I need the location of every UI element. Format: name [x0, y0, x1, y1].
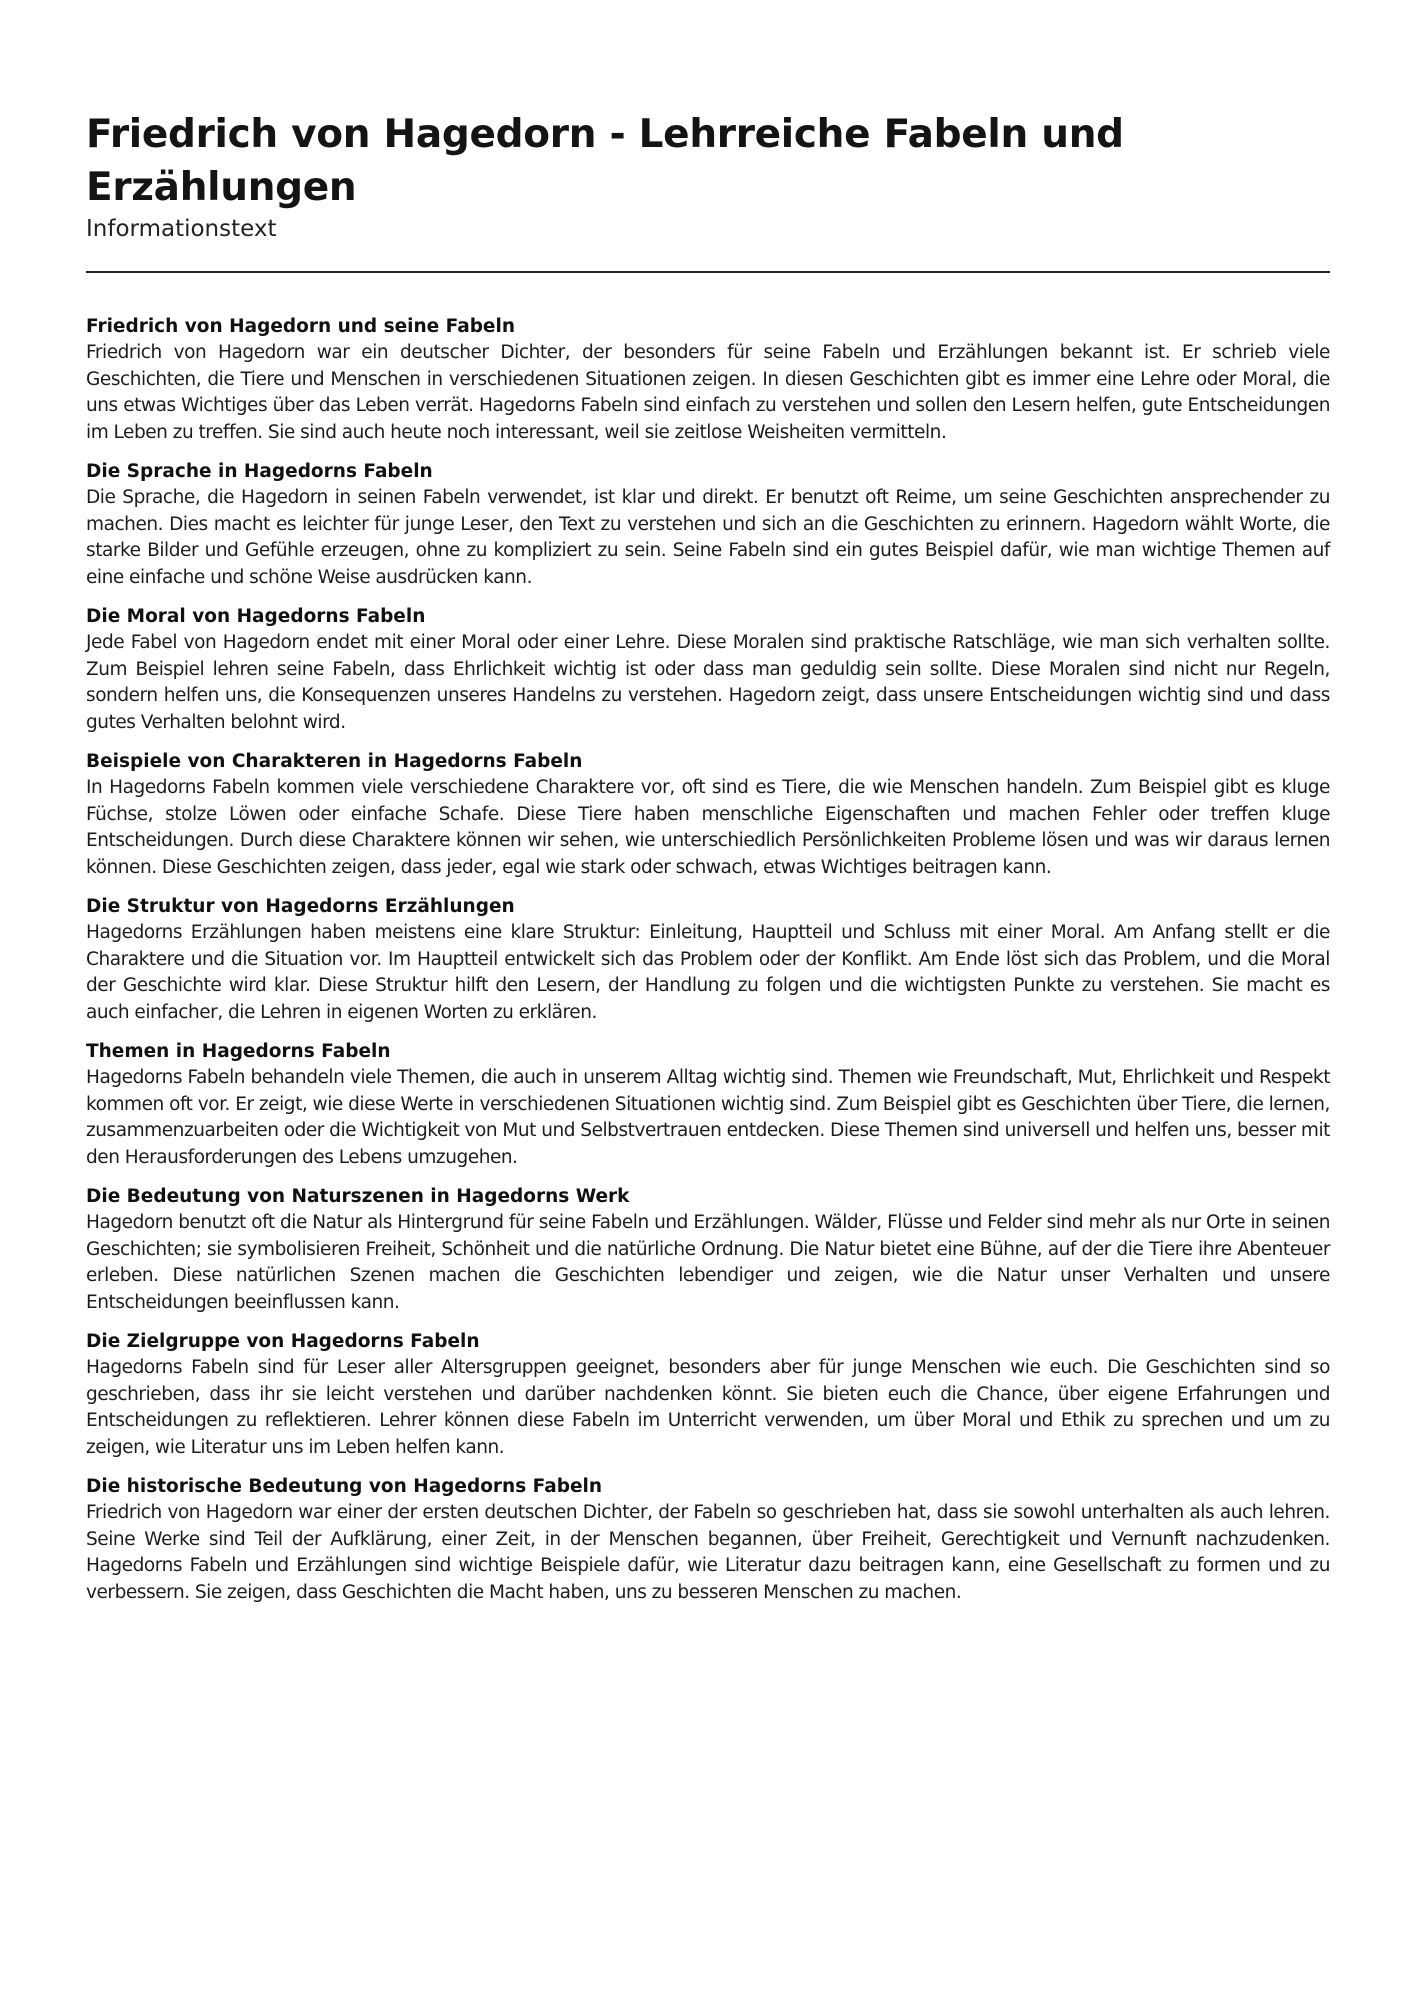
section-heading: Die Struktur von Hagedorns Erzählungen: [86, 896, 515, 917]
section: [86, 1474, 1330, 1606]
section: [86, 1039, 1330, 1171]
section-heading: Themen in Hagedorns Fabeln: [86, 1041, 391, 1062]
sections-list: [86, 314, 1330, 1619]
section-body: In Hagedorns Fabeln kommen viele verschiedene Charaktere vor, oft sind es Tiere, die wie Menschen handeln. Zum Beispiel gibt es kluge Füchse, stolze Löwen oder einfache Schafe. Diese Tiere haben menschliche Eigenschaften und machen Fehler oder treffen kluge Entscheidungen. Durch diese Charaktere können wir sehen, wie unterschiedlich Persönlichkeiten Probleme lösen und was wir daraus lernen können. Diese Geschichten zeigen, dass jeder, egal wie stark oder schwach, etwas Wichtiges beitragen kann.: [86, 777, 1330, 878]
section: [86, 1184, 1330, 1316]
section: [86, 749, 1330, 881]
section-body: Hagedorn benutzt oft die Natur als Hintergrund für seine Fabeln und Erzählungen. Wälder, Flüsse und Felder sind mehr als nur Orte in seinen Geschichten; sie symbolisieren Freiheit, Schönheit und die natürliche Ordnung. Die Natur bietet eine Bühne, auf der die Tiere ihre Abenteuer erleben. Diese natürlichen Szenen machen die Geschichten lebendiger und zeigen, wie die Natur unser Verhalten und unsere Entscheidungen beeinflussen kann.: [86, 1212, 1330, 1313]
section-heading: Friedrich von Hagedorn und seine Fabeln: [86, 316, 515, 337]
section-body: Friedrich von Hagedorn war ein deutscher Dichter, der besonders für seine Fabeln und Erzählungen bekannt ist. Er schrieb viele Geschichten, die Tiere und Menschen in verschiedenen Situationen zeigen. In diesen Geschichten gibt es immer eine Lehre oder Moral, die uns etwas Wichtiges über das Leben verrät. Hagedorns Fabeln sind einfach zu verstehen und sollen den Lesern helfen, gute Entscheidungen im Leben zu treffen. Sie sind auch heute noch interessant, weil sie zeitlose Weisheiten vermitteln.: [86, 342, 1330, 443]
document-content: [86, 108, 1330, 1603]
section-body: Friedrich von Hagedorn war einer der ersten deutschen Dichter, der Fabeln so geschrieben hat, dass sie sowohl unterhalten als auch lehren. Seine Werke sind Teil der Aufklärung, einer Zeit, in der Menschen begannen, über Freiheit, Gerechtigkeit und Vernunft nachzudenken. Hagedorns Fabeln und Erzählungen sind wichtige Beispiele dafür, wie Literatur dazu beitragen kann, eine Gesellschaft zu formen und zu verbessern. Sie zeigen, dass Geschichten die Macht haben, uns zu besseren Menschen zu machen.: [86, 1502, 1330, 1603]
section: [86, 314, 1330, 446]
section-body: Jede Fabel von Hagedorn endet mit einer Moral oder einer Lehre. Diese Moralen sind praktische Ratschläge, wie man sich verhalten sollte. Zum Beispiel lehren seine Fabeln, dass Ehrlichkeit wichtig ist oder dass man geduldig sein sollte. Diese Moralen sind nicht nur Regeln, sondern helfen uns, die Konsequenzen unseres Handelns zu verstehen. Hagedorn zeigt, dass unsere Entscheidungen wichtig sind und dass gutes Verhalten belohnt wird.: [86, 632, 1330, 733]
title-divider: [86, 271, 1330, 273]
section: [86, 604, 1330, 736]
section-heading: Die Sprache in Hagedorns Fabeln: [86, 461, 433, 482]
document-subtitle: Informationstext: [86, 216, 277, 242]
section-heading: Die historische Bedeutung von Hagedorns Fabeln: [86, 1476, 603, 1497]
section-body: Hagedorns Fabeln sind für Leser aller Altersgruppen geeignet, besonders aber für junge Menschen wie euch. Die Geschichten sind so geschrieben, dass ihr sie leicht verstehen und darüber nachdenken könnt. Sie bieten euch die Chance, über eigene Erfahrungen und Entscheidungen zu reflektieren. Lehrer können diese Fabeln im Unterricht verwenden, um über Moral und Ethik zu sprechen und um zu zeigen, wie Literatur uns im Leben helfen kann.: [86, 1357, 1330, 1458]
section-body: Die Sprache, die Hagedorn in seinen Fabeln verwendet, ist klar und direkt. Er benutzt oft Reime, um seine Geschichten ansprechender zu machen. Dies macht es leichter für junge Leser, den Text zu verstehen und sich an die Geschichten zu erinnern. Hagedorn wählt Worte, die starke Bilder und Gefühle erzeugen, ohne zu kompliziert zu sein. Seine Fabeln sind ein gutes Beispiel dafür, wie man wichtige Themen auf eine einfache und schöne Weise ausdrücken kann.: [86, 487, 1330, 588]
section-heading: Die Moral von Hagedorns Fabeln: [86, 606, 426, 627]
section-heading: Die Bedeutung von Naturszenen in Hagedorns Werk: [86, 1186, 630, 1207]
section: [86, 459, 1330, 591]
document-title: Friedrich von Hagedorn - Lehrreiche Fabeln und Erzählungen: [86, 112, 1124, 210]
section-heading: Beispiele von Charakteren in Hagedorns Fabeln: [86, 751, 583, 772]
section: [86, 1329, 1330, 1461]
section: [86, 894, 1330, 1026]
section-body: Hagedorns Erzählungen haben meistens eine klare Struktur: Einleitung, Hauptteil und Schluss mit einer Moral. Am Anfang stellt er die Charaktere und die Situation vor. Im Hauptteil entwickelt sich das Problem oder der Konflikt. Am Ende löst sich das Problem, und die Moral der Geschichte wird klar. Diese Struktur hilft den Lesern, der Handlung zu folgen und die wichtigsten Punkte zu verstehen. Sie macht es auch einfacher, die Lehren in eigenen Worten zu erklären.: [86, 922, 1330, 1023]
section-body: Hagedorns Fabeln behandeln viele Themen, die auch in unserem Alltag wichtig sind. Themen wie Freundschaft, Mut, Ehrlichkeit und Respekt kommen oft vor. Er zeigt, wie diese Werte in verschiedenen Situationen wichtig sind. Zum Beispiel gibt es Geschichten über Tiere, die lernen, zusammenzuarbeiten oder die Wichtigkeit von Mut und Selbstvertrauen entdecken. Diese Themen sind universell und helfen uns, besser mit den Herausforderungen des Lebens umzugehen.: [86, 1067, 1330, 1168]
section-heading: Die Zielgruppe von Hagedorns Fabeln: [86, 1331, 480, 1352]
